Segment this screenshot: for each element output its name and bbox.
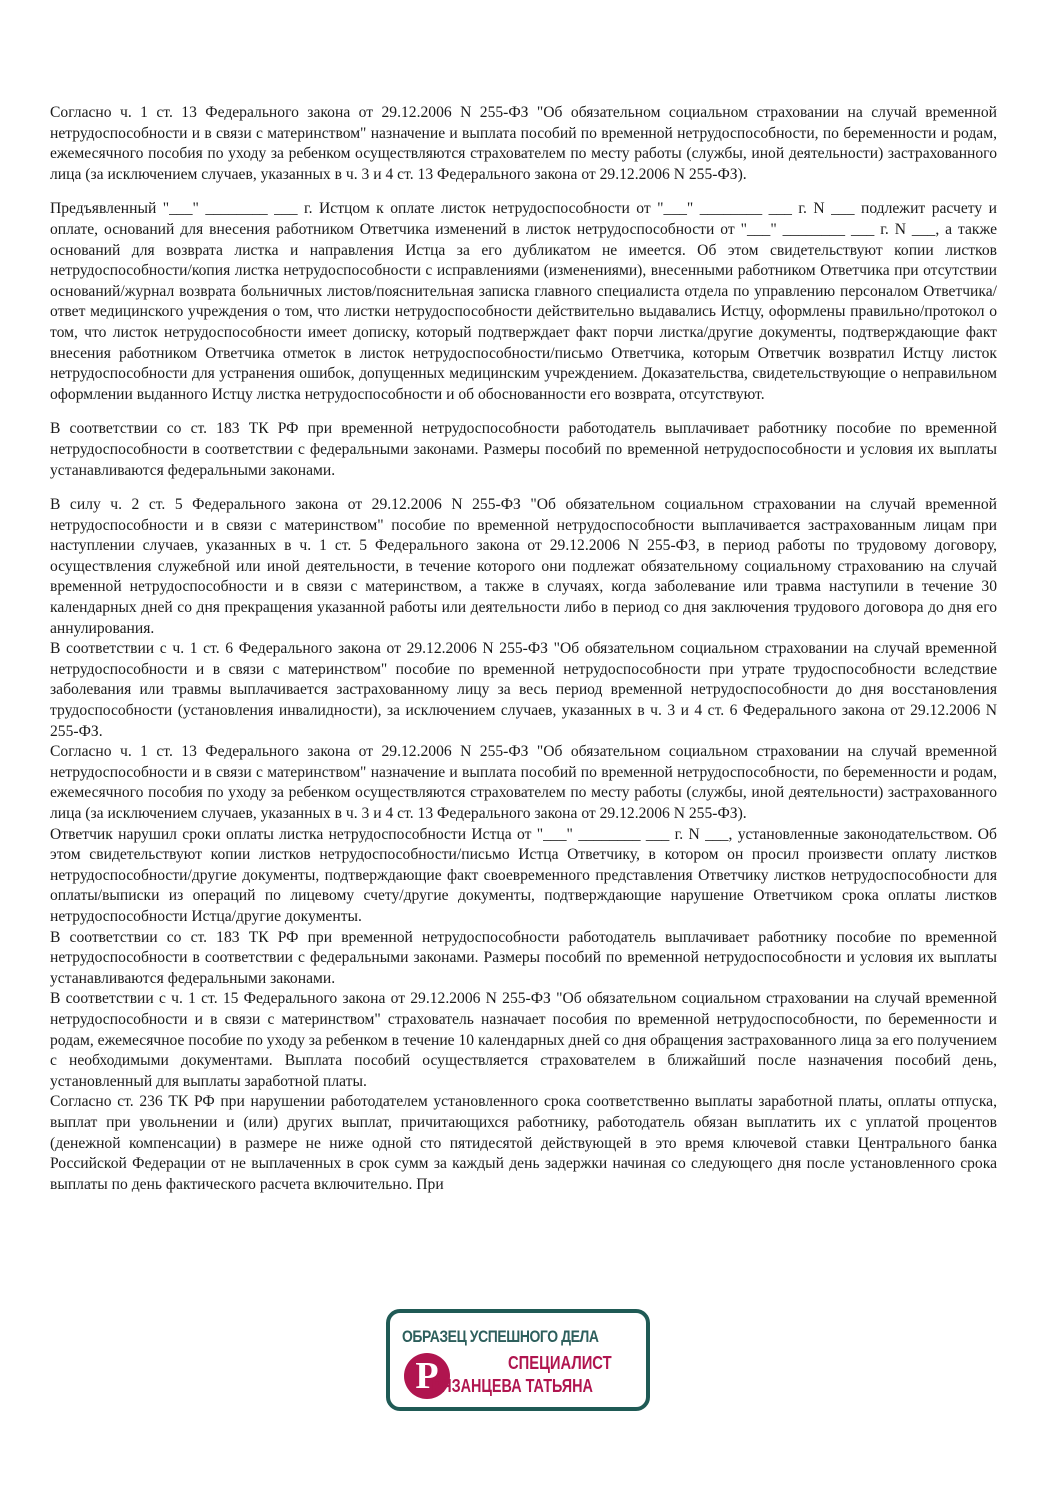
paragraph: В силу ч. 2 ст. 5 Федерального закона от 29.12.2006 N 255-ФЗ "Об обязательном социальном страховании на случай временной нетрудоспособности и в связи с материнством" пособие по временной нетрудоспособности выплачивается застрахованным лицам при наступлении случаев, указанных в ч. 1 ст. 5 Федерального закона от 29.12.2006 N 255-ФЗ, в период работы по трудовому договору, осуществления служебной или иной деятельности, в течение которого они подлежат обязательному социальному страхованию на случай временной нетрудоспособности и в связи с материнством, а также в случаях, когда заболевание или травма наступили в течение 30 календарных дней со дня прекращения указанной работы или деятельности либо в период со дня заключения трудового договора до дня его аннулирования. [50,496,997,637]
logo-title: ОБРАЗЕЦ УСПЕШНОГО ДЕЛА [402,1327,599,1346]
paragraph: В соответствии со ст. 183 ТК РФ при временной нетрудоспособности работодатель выплачивает работнику пособие по временной нетрудоспособности в соответствии с федеральными законами. Размеры пособий по временной нетрудоспособности и условия их выплаты устанавливаются федеральными законами. [50,420,997,479]
document-body [50,103,997,1195]
paragraph: Согласно ч. 1 ст. 13 Федерального закона от 29.12.2006 N 255-ФЗ "Об обязательном социальном страховании на случай временной нетрудоспособности и в связи с материнством" назначение и выплата пособий по временной нетрудоспособности, по беременности и родам, ежемесячного пособия по уходу за ребенком осуществляются страхователем по месту работы (службы, иной деятельности) застрахованного лица (за исключением случаев, указанных в ч. 3 и 4 ст. 13 Федерального закона от 29.12.2006 N 255-ФЗ). [50,743,997,822]
paragraph: Согласно ч. 1 ст. 13 Федерального закона от 29.12.2006 N 255-ФЗ "Об обязательном социальном страховании на случай временной нетрудоспособности и в связи с материнством" назначение и выплата пособий по временной нетрудоспособности, по беременности и родам, ежемесячного пособия по уходу за ребенком осуществляются страхователем по месту работы (службы, иной деятельности) застрахованного лица (за исключением случаев, указанных в ч. 3 и 4 ст. 13 Федерального закона от 29.12.2006 N 255-ФЗ). [50,104,997,183]
paragraph: Предъявленный "___" ________ ___ г. Истцом к оплате листок нетрудоспособности от "___" ________ ___ г. N ___ подлежит расчету и оплате, оснований для внесения работником Ответчика изменений в листок нетрудоспособности от "___" ________ ___ г. N ___, а также оснований для возврата листка и направления Истца за его дубликатом не имеется. Об этом свидетельствуют копии листков нетрудоспособности/копия листка нетрудоспособности с исправлениями (изменениями), внесенными работником Ответчика при отсутствии оснований/журнал возврата больничных листов/пояснительная записка главного специалиста отдела по управлению персоналом Ответчика/ответ медицинского учреждения о том, что листки нетрудоспособности действительно выдавались Истцу, оформлены правильно/протокол о том, что листок нетрудоспособности имеет дописку, который подтверждает факт порчи листка/другие документы, подтверждающие факт внесения работником Ответчика отметок в листок нетрудоспособности/письмо Ответчика, которым Ответчик возвратил Истцу листок нетрудоспособности для устранения ошибок, допущенных медицинским учреждением. Доказательства, свидетельствующие о неправильном оформлении выданного Истцу листка нетрудоспособности и об обоснованности его возврата, отсутствуют. [50,200,997,403]
paragraph: В соответствии с ч. 1 ст. 15 Федерального закона от 29.12.2006 N 255-ФЗ "Об обязательном социальном страховании на случай временной нетрудоспособности и в связи с материнством" страхователь назначает пособия по временной нетрудоспособности, по беременности и родам, ежемесячное пособие по уходу за ребенком в течение 10 календарных дней со дня обращения застрахованного лица за его получением с необходимыми документами. Выплата пособий осуществляется страхователем в ближайший после назначения пособий день, установленный для выплаты заработной платы. [50,990,997,1090]
paragraph: В соответствии со ст. 183 ТК РФ при временной нетрудоспособности работодатель выплачивает работнику пособие по временной нетрудоспособности в соответствии с федеральными законами. Размеры пособий по временной нетрудоспособности и условия их выплаты устанавливаются федеральными законами. [50,928,997,987]
paragraph: Ответчик нарушил сроки оплаты листка нетрудоспособности Истца от "___" ________ ___ г. N ___, установленные законодательством. Об этом свидетельствуют копии листков нетрудоспособности/письмо Истца Ответчику, в котором он просил произвести оплату листков нетрудоспособности/другие документы, подтверждающие факт своевременного представления Ответчику листков нетрудоспособности для оплаты/выписки из операций по лицевому счету/другие документы, подтверждающие нарушение Ответчиком срока оплаты листков нетрудоспособности Истца/другие документы. [50,825,997,925]
pinterest-icon: P [404,1353,450,1399]
logo-subtitle: СПЕЦИАЛИСТ [508,1353,612,1373]
paragraph: В соответствии с ч. 1 ст. 6 Федерального закона от 29.12.2006 N 255-ФЗ "Об обязательном социальном страховании на случай временной нетрудоспособности и в связи с материнством" пособие по временной нетрудоспособности при утрате трудоспособности вследствие заболевания или травмы выплачивается застрахованному лицу за весь период временной нетрудоспособности до дня восстановления трудоспособности (установления инвалидности), за исключением случаев, указанных в ч. 3 и 4 ст. 6 Федерального закона от 29.12.2006 N 255-ФЗ. [50,640,997,740]
logo-name: РЯЗАНЦЕВА ТАТЬЯНА [432,1376,593,1396]
watermark-logo [386,1309,650,1411]
paragraph: Согласно ст. 236 ТК РФ при нарушении работодателем установленного срока соответственно выплаты заработной платы, оплаты отпуска, выплат при увольнении и (или) других выплат, причитающихся работнику, работодатель обязан выплатить их с уплатой процентов (денежной компенсации) в размере не ниже одной сто пятидесятой действующей в это время ключевой ставки Центрального банка Российской Федерации от не выплаченных в срок сумм за каждый день задержки начиная со следующего дня после установленного срока выплаты по день фактического расчета включительно. При [50,1093,997,1193]
